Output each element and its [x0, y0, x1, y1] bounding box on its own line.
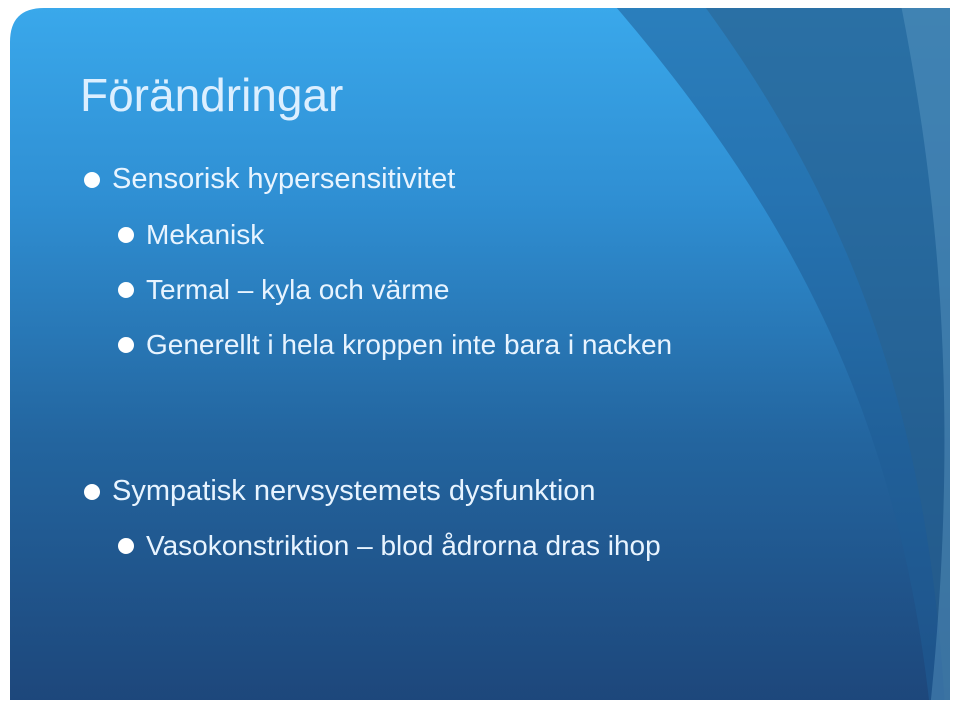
- bullet-item: [118, 329, 672, 361]
- bullet-dot-icon: [84, 172, 100, 188]
- bullet-item: [84, 163, 455, 196]
- bullet-item: [84, 475, 596, 508]
- bullet-text: Generellt i hela kroppen inte bara i nacken: [146, 329, 673, 360]
- bullet-text: Mekanisk: [146, 219, 265, 250]
- bullet-dot-icon: [118, 337, 134, 353]
- bullet-text: Vasokonstriktion – blod ådrorna dras ihop: [146, 530, 661, 561]
- bullet-dot-icon: [118, 282, 134, 298]
- slide-title: Förändringar: [80, 69, 344, 121]
- bullet-text: Sensorisk hypersensitivitet: [112, 163, 456, 195]
- bullet-item: [118, 219, 264, 251]
- bullet-dot-icon: [118, 227, 134, 243]
- bullet-item: [118, 530, 661, 562]
- bullet-text: Sympatisk nervsystemets dysfunktion: [112, 475, 596, 507]
- bullet-item: [118, 274, 449, 306]
- bullet-dot-icon: [118, 538, 134, 554]
- bullet-dot-icon: [84, 484, 100, 500]
- bullet-text: Termal – kyla och värme: [146, 274, 450, 305]
